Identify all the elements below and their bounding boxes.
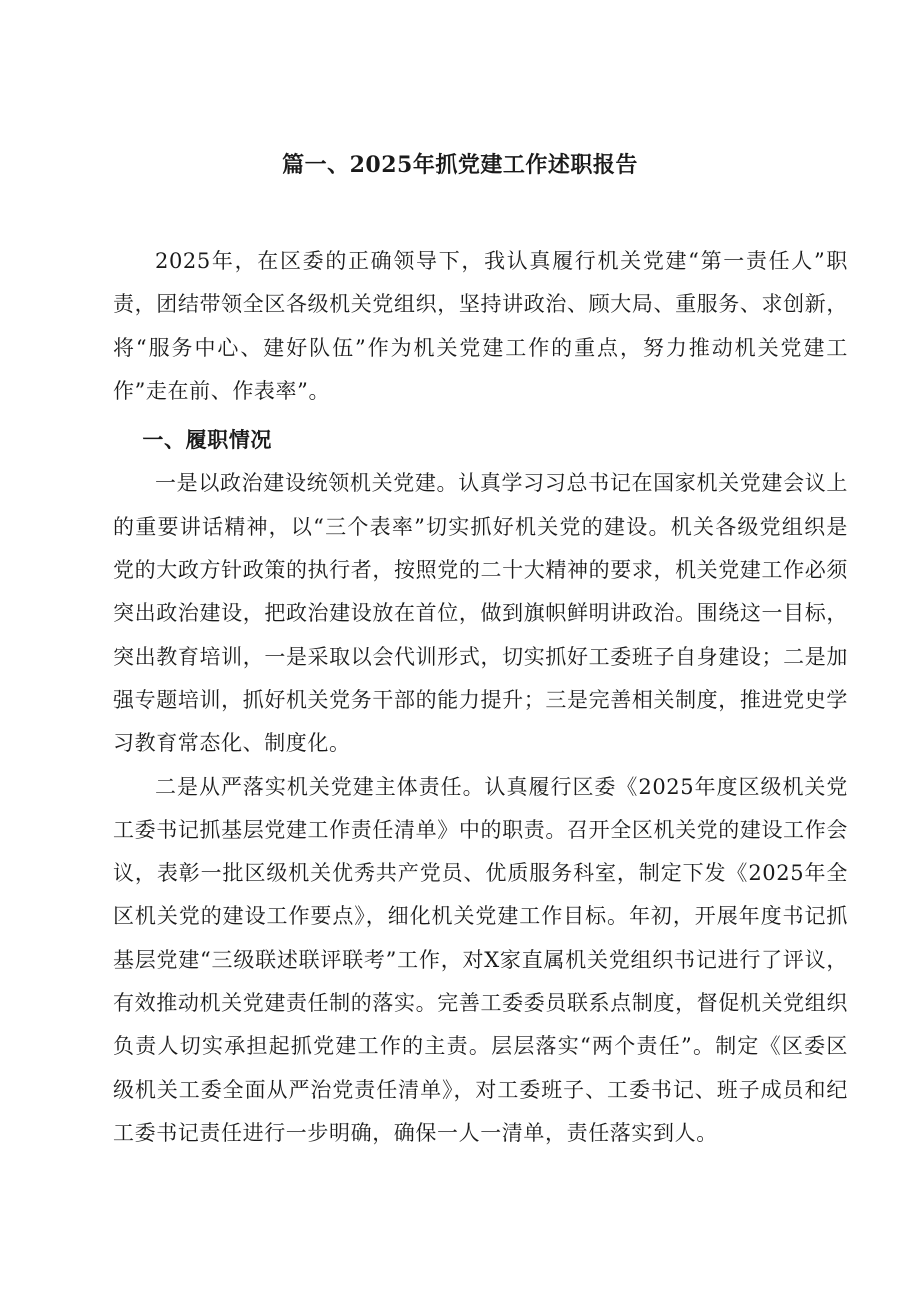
document-body: [113, 240, 848, 1155]
document-title: 篇一、2025年抓党建工作述职报告: [282, 152, 638, 178]
paragraph-political-building: 一是以政治建设统领机关党建。认真学习习总书记在国家机关党建会议上的重要讲话精神，以“三个表率”切实抓好机关党的建设。机关各级党组织是党的大政方针政策的执行者，按照党的二十大精神的要求，机关党建工作必须突出政治建设，把政治建设放在首位，做到旗帜鲜明讲政治。围绕这一目标，突出教育培训，一是采取以会代训形式，切实抓好工委班子自身建设；二是加强专题培训，抓好机关党务干部的能力提升；三是完善相关制度，推进党史学习教育常态化、制度化。: [113, 471, 848, 756]
paragraph-main-responsibility: 二是从严落实机关党建主体责任。认真履行区委《2025年度区级机关党工委书记抓基层党建工作责任清单》中的职责。召开全区机关党的建设工作会议，表彰一批区级机关优秀共产党员、优质服务科室，制定下发《2025年全区机关党的建设工作要点》，细化机关党建工作目标。年初，开展年度书记抓基层党建“三级联述联评联考”工作，对X家直属机关党组织书记进行了评议，有效推动机关党建责任制的落实。完善工委委员联系点制度，督促机关党组织负责人切实承担起抓党建工作的主责。层层落实“两个责任”。制定《区委区级机关工委全面从严治党责任清单》，对工委班子、工委书记、班子成员和纪工委书记责任进行一步明确，确保一人一清单，责任落实到人。: [113, 774, 848, 1145]
section-heading: 一、履职情况: [142, 428, 272, 453]
intro-paragraph: 2025年，在区委的正确领导下，我认真履行机关党建“第一责任人”职责，团结带领全区各级机关党组织，坚持讲政治、顾大局、重服务、求创新，将“服务中心、建好队伍”作为机关党建工作的重点，努力推动机关党建工作”走在前、作表率”。: [113, 249, 848, 403]
